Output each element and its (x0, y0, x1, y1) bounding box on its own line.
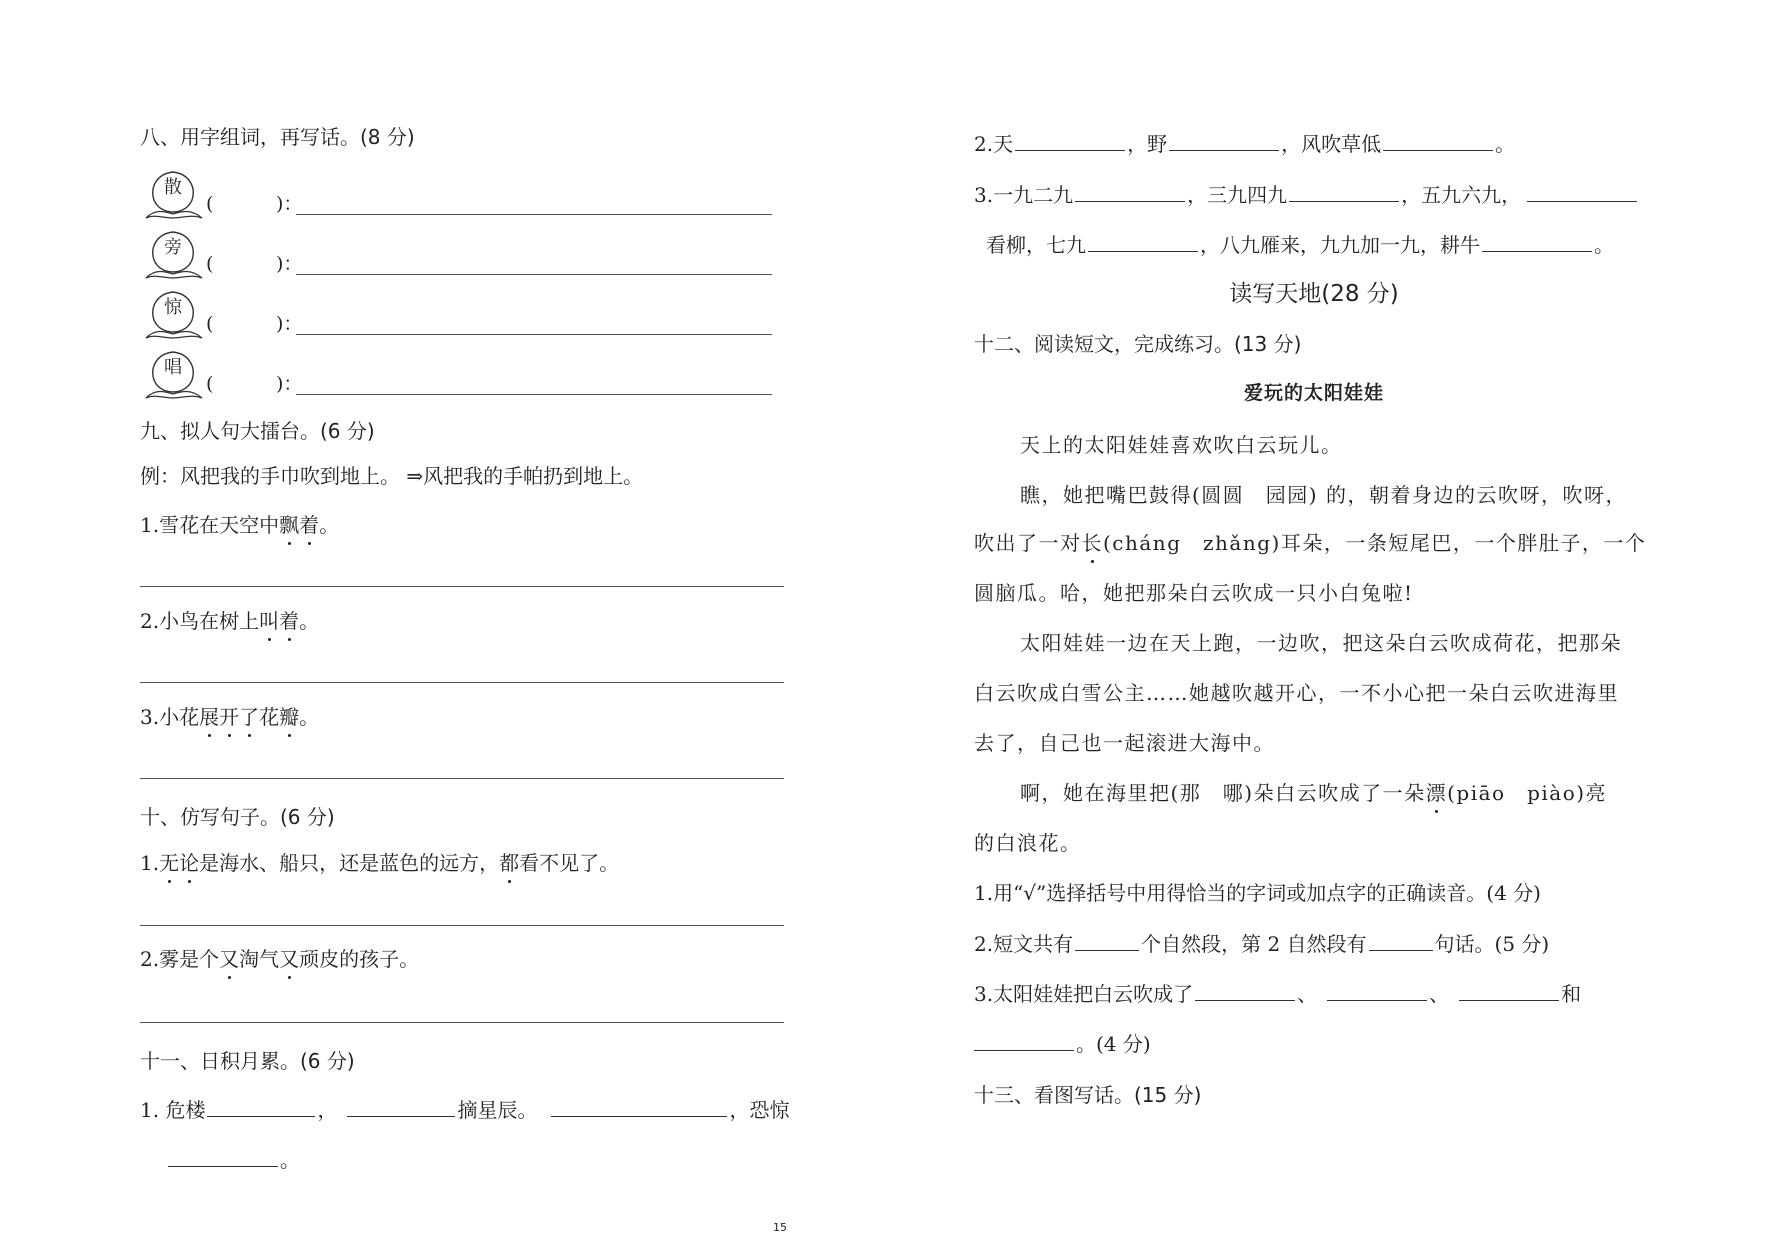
paren-open: ( (206, 193, 214, 215)
paren-open: ( (206, 253, 214, 275)
answer-line[interactable] (296, 214, 772, 215)
dotted-char: 漂 (1425, 781, 1448, 805)
sentence-text: 花 (259, 705, 280, 729)
story-text: 吹出了一对 (974, 531, 1082, 555)
story-p2-l2 (974, 530, 1646, 556)
blank[interactable] (1075, 930, 1139, 951)
paren-open: ( (206, 313, 214, 335)
q9-sentence-3 (140, 704, 319, 730)
q9-sentence-1 (140, 512, 339, 538)
exercise-text: 和 (1561, 982, 1582, 1006)
exercise-text: 。(4 分) (1076, 1032, 1151, 1056)
exercise-text: 、 (1297, 982, 1318, 1006)
blank[interactable] (1369, 930, 1433, 951)
blank[interactable] (1169, 130, 1279, 151)
section-title: 读写天地(28 分) (1229, 281, 1399, 307)
answer-line[interactable] (296, 334, 772, 335)
dotted-char: 长 (1081, 531, 1103, 555)
q11-line-3 (974, 181, 1639, 208)
dotted-char: 瓣 (279, 705, 300, 729)
exercise-text: 个自然段，第 2 自然段有 (1141, 932, 1367, 956)
poem-text: ，恐惊 (729, 1098, 790, 1122)
q8-title: 八、用字组词，再写话。(8 分) (140, 125, 415, 149)
answer-line[interactable] (296, 394, 772, 395)
poem-text: ，八九雁来，九九加一九，耕牛 (1200, 233, 1480, 257)
poem-text: ，五九六九， (1401, 183, 1522, 207)
paren-close: )： (276, 253, 303, 275)
blank[interactable] (551, 1096, 727, 1117)
poem-text: ，野 (1127, 132, 1168, 156)
poem-text: ，风吹草低 (1281, 132, 1382, 156)
page-number: 15 (773, 1221, 787, 1234)
q12-exercise-1: 1.用“√”选择括号中用得恰当的字词或加点字的正确读音。(4 分) (974, 881, 1541, 905)
poem-text: 。 (280, 1148, 300, 1172)
poem-text: 。 (1594, 233, 1614, 257)
word-char-chang: 唱 (164, 357, 182, 378)
sentence-text: 。 (319, 513, 340, 537)
word-char-pang: 旁 (164, 237, 182, 258)
dotted-char: 又 (279, 947, 300, 971)
dotted-char: 论 (179, 851, 200, 875)
sentence-text: 。 (299, 705, 320, 729)
dotted-char: 飘 (279, 513, 300, 537)
blank[interactable] (1459, 980, 1559, 1001)
peach-icon (144, 348, 208, 404)
blank[interactable] (347, 1096, 455, 1117)
exercise-text: 句话。(5 分) (1434, 932, 1550, 956)
story-p1: 天上的太阳娃娃喜欢吹白云玩儿。 (1020, 433, 1343, 457)
poem-text: 摘星辰。 (457, 1098, 538, 1122)
blank[interactable] (1015, 130, 1125, 151)
story-p2-l1: 瞧，她把嘴巴鼓得(圆圆 园园) 的，朝着身边的云吹呀，吹呀， (1020, 483, 1627, 507)
poem-text: 看柳，七九 (986, 233, 1086, 257)
answer-line[interactable] (140, 586, 784, 587)
sentence-text: 1.雪花在天空中 (140, 513, 280, 537)
exercise-text: 、 (1429, 982, 1450, 1006)
story-text: 啊，她在海里把(那 哪)朵白云吹成了一朵 (1020, 781, 1426, 805)
word-char-jing: 惊 (164, 297, 182, 318)
answer-line[interactable] (140, 682, 784, 683)
q11-line-2 (166, 1146, 300, 1173)
poem-text: 1. 危楼 (140, 1098, 206, 1122)
dotted-char: 又 (219, 947, 240, 971)
poem-text: 。 (1495, 132, 1516, 156)
poem-text: 2.天 (974, 132, 1014, 156)
story-p3-l1: 太阳娃娃一边在天上跑，一边吹，把这朵白云吹成荷花，把那朵 (1020, 631, 1622, 655)
dotted-char: 都 (499, 851, 520, 875)
story-title: 爱玩的太阳娃娃 (1243, 382, 1384, 404)
peach-icon (144, 168, 208, 224)
peach-icon (144, 228, 208, 284)
q9-sentence-2 (140, 608, 319, 634)
poem-text: 3.一九二九 (974, 183, 1074, 207)
story-p3-l3: 去了，自己也一起滚进大海中。 (974, 731, 1275, 755)
q11-line-1 (140, 1096, 789, 1123)
q13-title: 十三、看图写话。(15 分) (974, 1083, 1202, 1107)
peach-icon (144, 288, 208, 344)
blank[interactable] (1075, 181, 1185, 202)
q9-title: 九、拟人句大擂台。(6 分) (140, 419, 375, 443)
paren-close: )： (276, 313, 303, 335)
blank[interactable] (974, 1030, 1074, 1051)
exercise-text: 3.太阳娃娃把白云吹成了 (974, 982, 1194, 1006)
sentence-text: 淘气 (239, 947, 280, 971)
story-p3-l2: 白云吹成白雪公主……她越吹越开心，一不小心把一朵白云吹进海里 (974, 681, 1619, 705)
blank[interactable] (1088, 231, 1198, 252)
answer-line[interactable] (296, 274, 772, 275)
sentence-text: 看不见了。 (519, 851, 620, 875)
blank[interactable] (1482, 231, 1592, 252)
paren-open: ( (206, 373, 214, 395)
sentence-text: 3.小花 (140, 705, 200, 729)
q11-title: 十一、日积月累。(6 分) (140, 1049, 355, 1073)
q10-sentence-2 (140, 946, 419, 972)
blank[interactable] (1195, 980, 1295, 1001)
story-text: (piāo piào)亮 (1447, 781, 1608, 805)
dotted-char: 了 (239, 705, 260, 729)
sentence-text: 顽皮的孩子。 (299, 947, 420, 971)
q10-sentence-1 (140, 850, 619, 876)
exercise-text: 2.短文共有 (974, 932, 1074, 956)
paren-close: )： (276, 373, 303, 395)
q12-title: 十二、阅读短文，完成练习。(13 分) (974, 332, 1302, 356)
q12-exercise-2 (974, 930, 1549, 957)
answer-line[interactable] (140, 1022, 784, 1023)
story-p4-l2: 的白浪花。 (974, 831, 1082, 855)
blank[interactable] (168, 1146, 278, 1167)
poem-text: ，三九四九 (1187, 183, 1288, 207)
sentence-text: 是海水、船只，还是蓝色的远方， (199, 851, 500, 875)
dotted-char: 着 (299, 513, 320, 537)
dotted-char: 叫 (259, 609, 280, 633)
dotted-char: 开 (219, 705, 240, 729)
poem-text: ， (317, 1098, 338, 1122)
blank[interactable] (1327, 980, 1427, 1001)
story-p2-l3: 圆脑瓜。哈，她把那朵白云吹成一只小白兔啦! (974, 581, 1414, 605)
word-char-san: 散 (164, 177, 182, 198)
blank[interactable] (1383, 130, 1493, 151)
q11-line-2-cont (974, 130, 1515, 157)
paren-close: )： (276, 193, 303, 215)
dotted-char: 展 (199, 705, 220, 729)
sentence-text: 1. (140, 851, 160, 875)
dotted-char: 着 (279, 609, 300, 633)
blank[interactable] (1527, 181, 1637, 202)
dotted-char: 无 (159, 851, 180, 875)
sentence-text: 2.小鸟在树上 (140, 609, 260, 633)
story-p4-l1 (1020, 780, 1607, 806)
answer-line[interactable] (140, 925, 784, 926)
sentence-text: 2.雾是个 (140, 947, 220, 971)
answer-line[interactable] (140, 778, 784, 779)
blank[interactable] (1289, 181, 1399, 202)
story-text: (cháng zhǎng)耳朵，一条短尾巴，一个胖肚子，一个 (1103, 531, 1647, 555)
q12-exercise-3-cont (974, 1030, 1151, 1057)
q11-line-4 (986, 231, 1614, 258)
blank[interactable] (207, 1096, 315, 1117)
q10-title: 十、仿写句子。(6 分) (140, 805, 335, 829)
q12-exercise-3 (974, 980, 1581, 1007)
q9-example: 例：风把我的手巾吹到地上。 ⇒风把我的手帕扔到地上。 (140, 464, 644, 488)
sentence-text: 。 (299, 609, 320, 633)
